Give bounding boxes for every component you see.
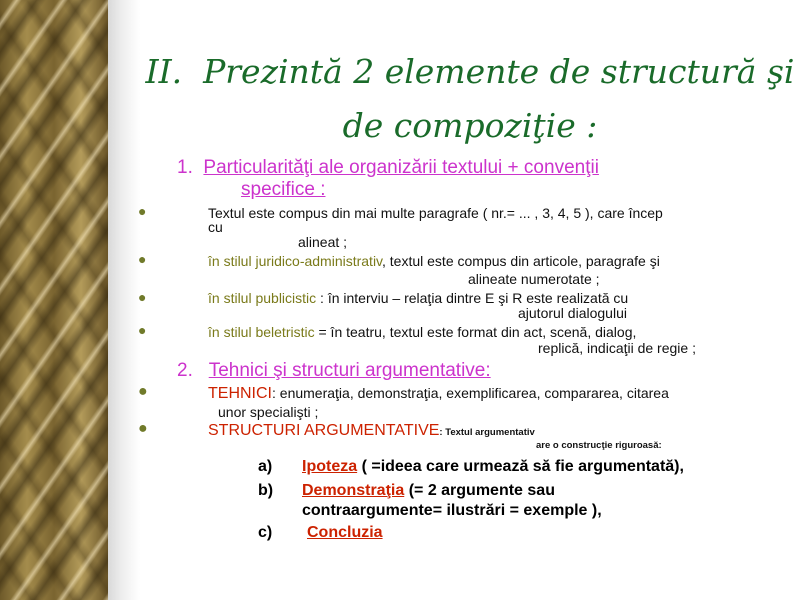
structuri-rest: : Textul argumentativ [439, 427, 535, 438]
bullet-icon: ● [138, 203, 147, 219]
section1-heading [177, 157, 599, 179]
section1-number: 1. [177, 157, 193, 178]
section1-label: Particularităţi ale organizării textului + convenţii [203, 157, 599, 178]
bullet1-line1: Textul este compus din mai multe paragrafe ( nr.= ... , 3, 4, 5 ), care încep [208, 205, 663, 221]
bullet2-line2: alineate numerotate ; [468, 271, 600, 287]
section2-heading [177, 360, 491, 382]
bullet-icon: ● [138, 420, 148, 437]
bullet1-line3: alineat ; [298, 234, 348, 250]
section2-number: 2. [177, 360, 193, 381]
bullet3-highlight: în stilul publicistic [208, 290, 317, 306]
bullet4-highlight: în stilul beletristic [208, 324, 315, 340]
bullet3-line2: ajutorul dialogului [518, 305, 627, 321]
subitem-b-marker: b) [258, 482, 274, 499]
bullet4-rest: = în teatru, textul este format din act, scenă, dialog, [314, 324, 637, 340]
subitem-b [302, 482, 555, 500]
subitem-c [307, 524, 383, 542]
title-text: Prezintă 2 elemente de structură şi [203, 52, 795, 91]
concluzia-term: Concluzia [307, 524, 383, 541]
bullet-icon: ● [138, 322, 147, 338]
section1-label-line2: specifice : [241, 179, 326, 200]
demonstratia-rest: (= 2 argumente sau [404, 482, 555, 499]
ipoteza-rest: ( =ideea care urmează să fie argumentată), [357, 458, 684, 475]
bullet-icon: ● [138, 251, 147, 267]
bullet1-line2: cu [208, 219, 223, 235]
subitem-a-marker: a) [258, 458, 273, 475]
section2-label: Tehnici şi structuri argumentative: [208, 360, 491, 381]
bullet3-line1 [208, 290, 628, 306]
demonstratia-term: Demonstraţia [302, 482, 405, 499]
bullet-icon: ● [138, 289, 147, 305]
slide-title-line2: de compoziţie : [342, 106, 598, 145]
title-numeral: II. [145, 52, 183, 91]
subitem-c-marker: c) [258, 524, 273, 541]
bullet4-line1 [208, 324, 636, 340]
bullet2-highlight: în stilul juridico-administrativ [208, 253, 383, 269]
subitem-b-line2: contraargumente= ilustrări = exemple ), [302, 502, 602, 519]
subitem-a [302, 458, 684, 476]
bullet2-rest: , textul este compus din articole, paragrafe şi [382, 253, 660, 269]
tehnici-line1 [208, 385, 669, 403]
structuri-label: STRUCTURI ARGUMENTATIVE [208, 422, 440, 439]
bullet3-rest: : în interviu – relaţia dintre E şi R este realizată cu [316, 290, 629, 306]
bullet-icon: ● [138, 383, 148, 400]
tehnici-line2: unor specialişti ; [218, 404, 319, 420]
sidebar-edge [108, 0, 140, 600]
tehnici-rest: : enumeraţia, demonstraţia, exemplificarea, compararea, citarea [272, 385, 669, 401]
tehnici-label: TEHNICI [208, 385, 272, 402]
ipoteza-term: Ipoteza [302, 458, 358, 475]
structuri-line1 [208, 422, 535, 440]
slide-title-line1 [140, 46, 800, 98]
structuri-line2: are o construcţie riguroasă: [536, 440, 662, 451]
decorative-sidebar [0, 0, 108, 600]
bullet2-line1 [208, 253, 660, 269]
bullet4-line2: replică, indicaţii de regie ; [538, 340, 696, 356]
